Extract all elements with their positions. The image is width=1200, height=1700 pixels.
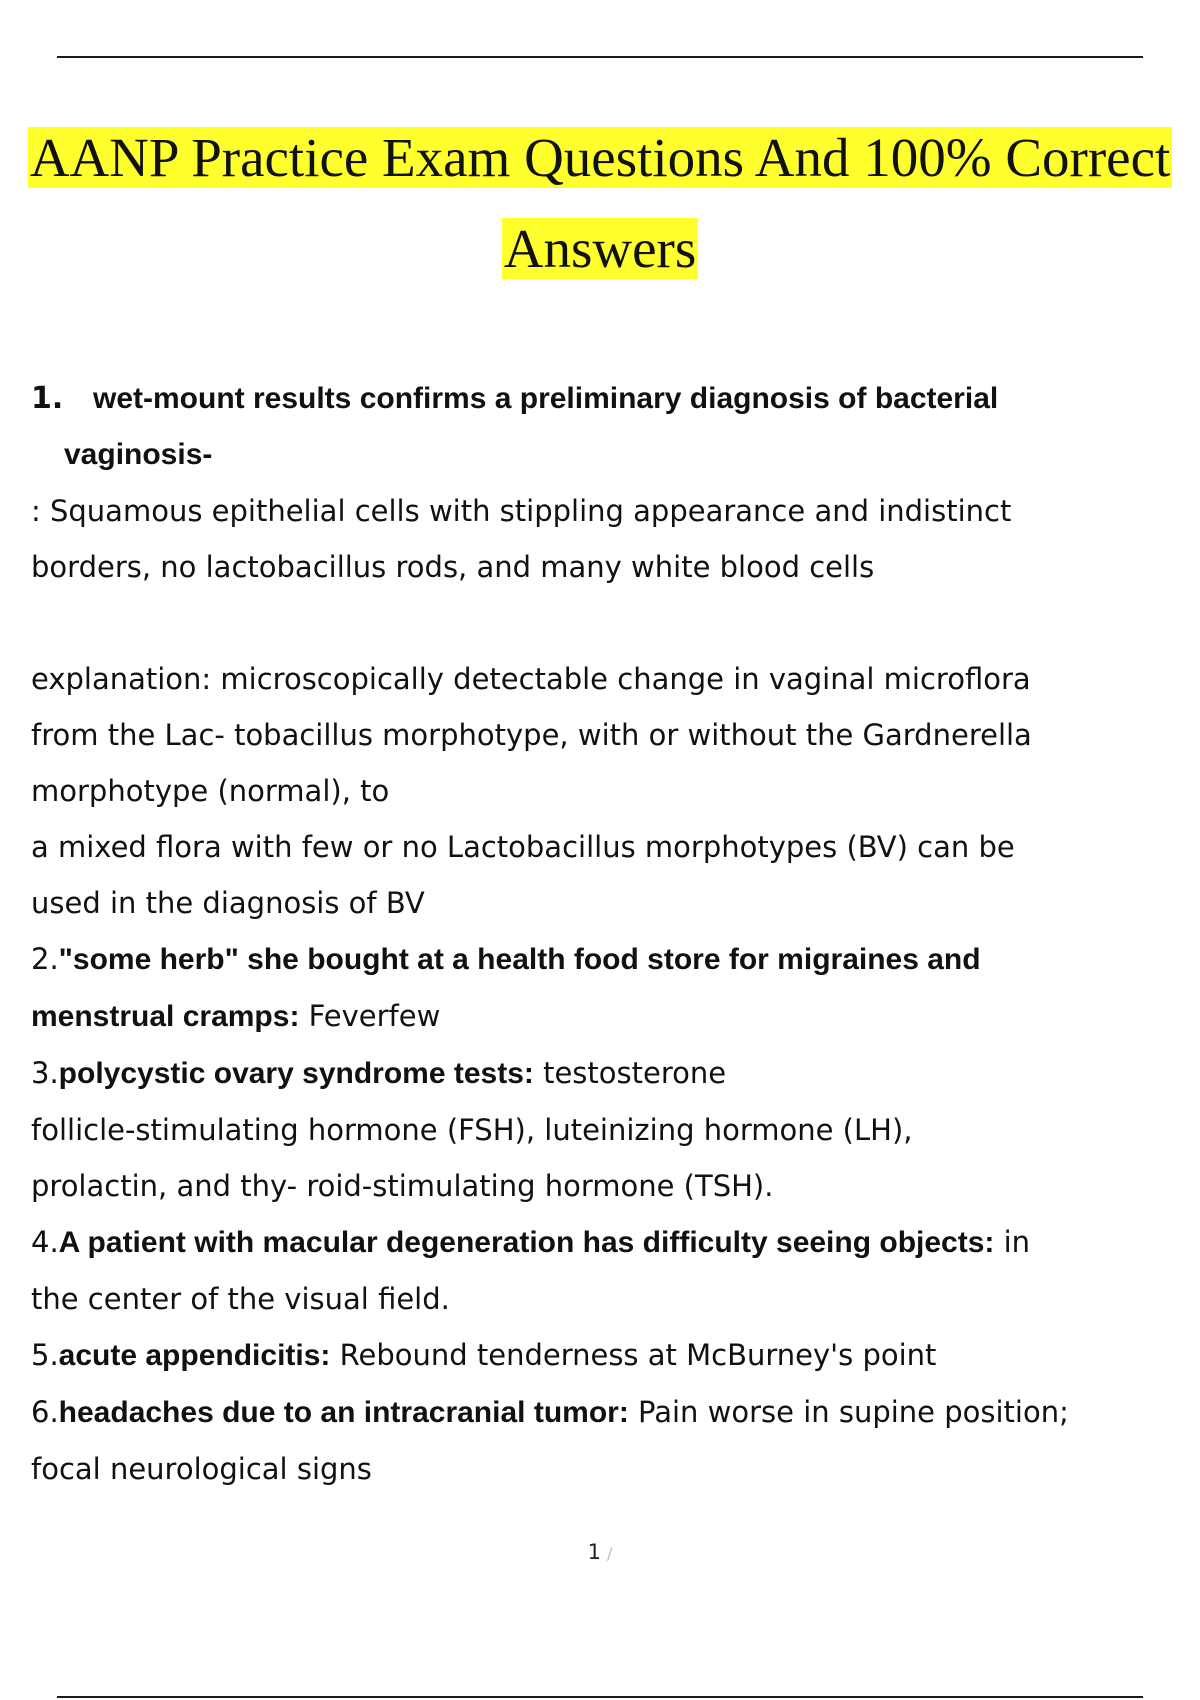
question-2-number: 2.	[31, 942, 59, 976]
document-body	[31, 381, 1181, 1497]
question-4	[31, 1214, 1181, 1327]
explanation-1-line-5: used in the diagnosis of BV	[31, 886, 425, 920]
bottom-divider	[57, 1696, 1143, 1698]
answer-6-line-2: focal neurological signs	[31, 1452, 372, 1486]
question-5-number: 5.	[31, 1338, 59, 1372]
answer-3-line-1: testosterone	[543, 1056, 727, 1090]
explanation-1-line-3: morphotype (normal), to	[31, 774, 390, 808]
question-1-text-line-1: wet-mount results confirms a preliminary diagnosis of bacterial	[93, 382, 999, 415]
question-5-text: acute appendicitis:	[58, 1339, 331, 1372]
question-5	[31, 1327, 1181, 1384]
answer-4-line-1: in	[1003, 1225, 1031, 1259]
answer-3-line-2: follicle-stimulating hormone (FSH), luteinizing hormone (LH),	[31, 1113, 913, 1147]
explanation-1-line-1: explanation: microscopically detectable change in vaginal microflora	[31, 662, 1031, 696]
question-6-number: 6.	[31, 1395, 59, 1429]
page-number	[0, 1540, 1200, 1564]
question-4-number: 4.	[31, 1225, 59, 1259]
page-number-value: 1	[587, 1540, 601, 1564]
document-title	[0, 112, 1200, 294]
question-1-number: 1.	[31, 381, 64, 416]
question-3-number: 3.	[31, 1056, 59, 1090]
question-6	[31, 1384, 1181, 1497]
answer-2: Feverfew	[308, 999, 441, 1033]
question-1	[31, 371, 1181, 483]
question-3	[31, 1045, 1181, 1214]
answer-3-line-3: prolactin, and thy- roid-stimulating hormone (TSH).	[31, 1169, 774, 1203]
question-2	[31, 931, 1181, 1045]
question-2-text-line-2: menstrual cramps:	[31, 1000, 300, 1033]
answer-6-line-1: Pain worse in supine position;	[638, 1395, 1069, 1429]
answer-1-line-2: borders, no lactobacillus rods, and many white blood cells	[31, 550, 875, 584]
explanation-1-line-4: a mixed flora with few or no Lactobacillus morphotypes (BV) can be	[31, 830, 1015, 864]
explanation-1-line-2: from the Lac- tobacillus morphotype, with or without the Gardnerella	[31, 718, 1032, 752]
question-2-text-line-1: "some herb" she bought at a health food store for migraines and	[58, 943, 981, 976]
question-4-text: A patient with macular degeneration has difficulty seeing objects:	[58, 1226, 995, 1259]
title-line-2: Answers	[503, 218, 697, 279]
answer-5: Rebound tenderness at McBurney's point	[339, 1338, 937, 1372]
top-divider	[57, 56, 1143, 58]
question-3-text: polycystic ovary syndrome tests:	[58, 1057, 534, 1090]
title-line-1: AANP Practice Exam Questions And 100% Correct	[29, 127, 1171, 188]
paragraph-spacer	[31, 595, 1181, 651]
answer-1-line-1: : Squamous epithelial cells with stippling appearance and indistinct	[31, 494, 1012, 528]
question-1-text-line-2: vaginosis-	[64, 438, 213, 471]
page-separator: /	[606, 1544, 613, 1563]
answer-4-line-2: the center of the visual field.	[31, 1282, 450, 1316]
question-6-text: headaches due to an intracranial tumor:	[58, 1396, 629, 1429]
